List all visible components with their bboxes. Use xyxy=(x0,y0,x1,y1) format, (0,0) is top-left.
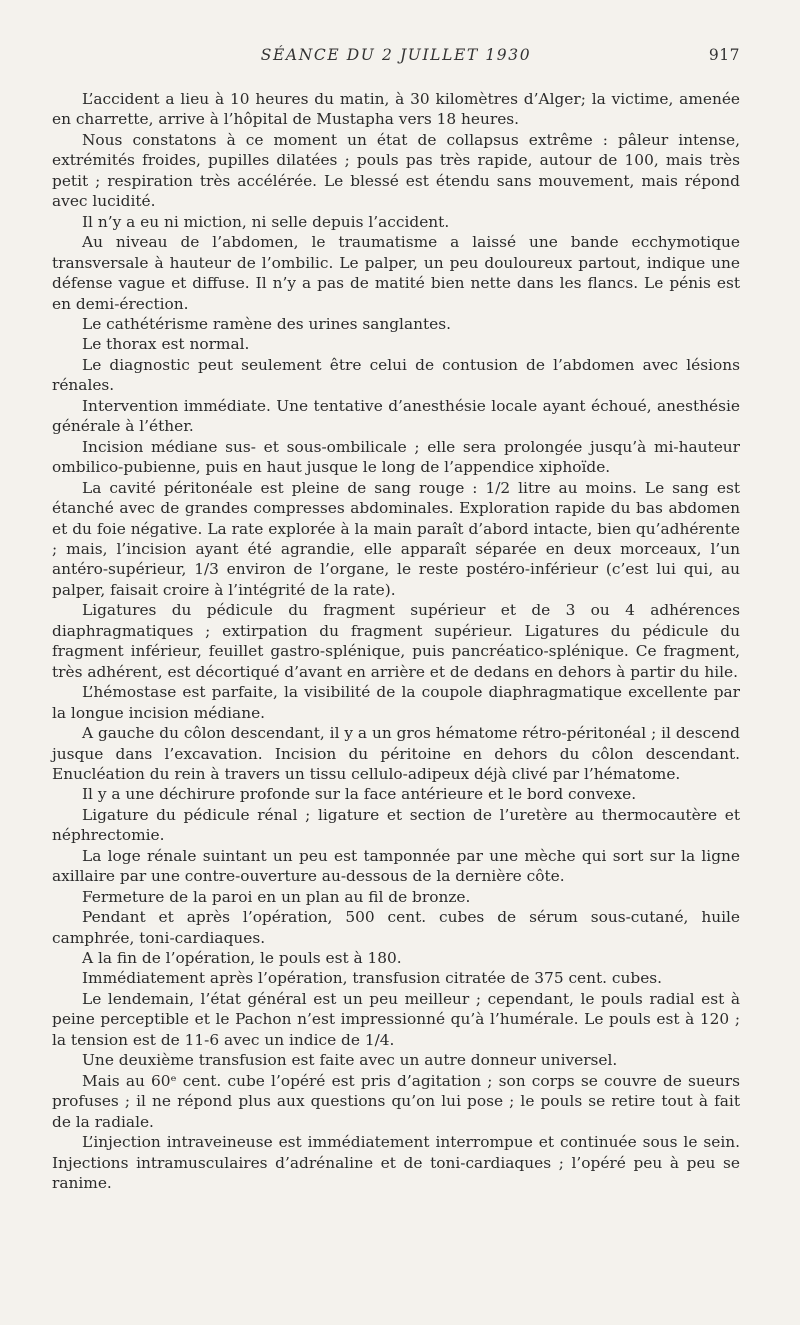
paragraph: Il y a une déchirure profonde sur la face antérieure et le bord convexe. xyxy=(82,785,637,804)
paragraph: L’injection intraveineuse est immédiatement interrompue et continuée sous le sein. Injections intramusculaires d’adrénaline et de toni-cardiaques ; l’opéré peu à peu se ranime. xyxy=(52,1133,740,1193)
paragraph: Nous constatons à ce moment un état de collapsus extrême : pâleur intense, extrémités froides, pupilles dilatées ; pouls pas très rapide, autour de 100, mais très petit ; respiration très accélérée. Le blessé est étendu sans mouvement, mais répond avec lucidité. xyxy=(52,130,740,211)
paragraph: La loge rénale suintant un peu est tamponnée par une mèche qui sort sur la ligne axillaire par une contre-ouverture au-dessous de la dernière côte. xyxy=(52,846,740,886)
paragraph: La cavité péritonéale est pleine de sang rouge : 1/2 litre au moins. Le sang est étanché avec de grandes compresses abdominales. Exploration rapide du bas abdomen et du foie négative. La rate explorée à la main paraît d’abord intacte, bien qu’adhérente ; mais, l’incision ayant été agrandie, elle apparaît séparée en deux morceaux, l’un antéro-supérieur, 1/3 environ de l’organe, le reste postéro-inférieur (c’est lui qui, au palper, faisait croire à l’intégrité de la rate). xyxy=(52,478,740,599)
paragraph: Le thorax est normal. xyxy=(82,335,250,354)
paragraph: Fermeture de la paroi en un plan au fil de bronze. xyxy=(82,887,471,906)
paragraph: Le cathétérisme ramène des urines sanglantes. xyxy=(82,314,451,333)
paragraph: Mais au 60ᵉ cent. cube l’opéré est pris d’agitation ; son corps se couvre de sueurs profuses ; il ne répond plus aux questions qu’on lui pose ; le pouls se retire tout à fait de la radiale. xyxy=(52,1071,740,1131)
paragraph: L’hémostase est parfaite, la visibilité de la coupole diaphragmatique excellente par la longue incision médiane. xyxy=(52,683,740,722)
paragraph: L’accident a lieu à 10 heures du matin, à 30 kilomètres d’Alger; la victime, amenée en charrette, arrive à l’hôpital de Mustapha vers 18 heures. xyxy=(52,90,740,129)
paragraph: Immédiatement après l’opération, transfusion citratée de 375 cent. cubes. xyxy=(82,969,663,988)
body-text xyxy=(52,89,740,1193)
page-number: 917 xyxy=(708,46,740,64)
paragraph: Au niveau de l’abdomen, le traumatisme a laissé une bande ecchymotique transversale à hauteur de l’ombilic. Le palper, un peu douloureux partout, indique une défense vague et diffuse. Il n’y a pas de matité bien nette dans les flancs. Le pénis est en demi-érection. xyxy=(52,233,740,313)
paragraph: Le lendemain, l’état général est un peu meilleur ; cependant, le pouls radial est à peine perceptible et le Pachon n’est impressionné qu’à l’humérale. Le pouls est à 120 ; la tension est de 11-6 avec un indice de 1/4. xyxy=(52,989,740,1049)
running-header xyxy=(52,46,740,70)
paragraph: Une deuxième transfusion est faite avec un autre donneur universel. xyxy=(82,1051,618,1070)
paragraph: Ligatures du pédicule du fragment supérieur et de 3 ou 4 adhérences diaphragmatiques ; extirpation du fragment supérieur. Ligatures du pédicule du fragment inférieur, feuillet gastro-splénique, puis pancréatico-splénique. Ce fragment, très adhérent, est décortiqué d’avant en arrière et de dedans en dehors à partir du hile. xyxy=(52,601,740,681)
paragraph: Pendant et après l’opération, 500 cent. cubes de sérum sous-cutané, huile camphrée, toni-cardiaques. xyxy=(52,908,740,947)
paragraph: Il n’y a eu ni miction, ni selle depuis l’accident. xyxy=(82,212,450,231)
paragraph: Le diagnostic peut seulement être celui de contusion de l’abdomen avec lésions rénales. xyxy=(52,355,740,395)
running-title: SÉANCE DU 2 JUILLET 1930 xyxy=(260,46,532,64)
paragraph: A gauche du côlon descendant, il y a un gros hématome rétro-péritonéal ; il descend jusque dans l’excavation. Incision du péritoine en dehors du côlon descendant. Enucléation du rein à travers un tissu cellulo-adipeux déjà clivé par l’hématome. xyxy=(52,724,740,783)
paragraph: Intervention immédiate. Une tentative d’anesthésie locale ayant échoué, anesthésie générale à l’éther. xyxy=(52,396,740,436)
paragraph: Ligature du pédicule rénal ; ligature et section de l’uretère au thermocautère et néphrectomie. xyxy=(52,805,740,845)
paragraph: A la fin de l’opération, le pouls est à 180. xyxy=(82,949,402,968)
paragraph: Incision médiane sus- et sous-ombilicale ; elle sera prolongée jusqu’à mi-hauteur ombilico-pubienne, puis en haut jusque le long de l’appendice xiphoïde. xyxy=(52,437,740,477)
